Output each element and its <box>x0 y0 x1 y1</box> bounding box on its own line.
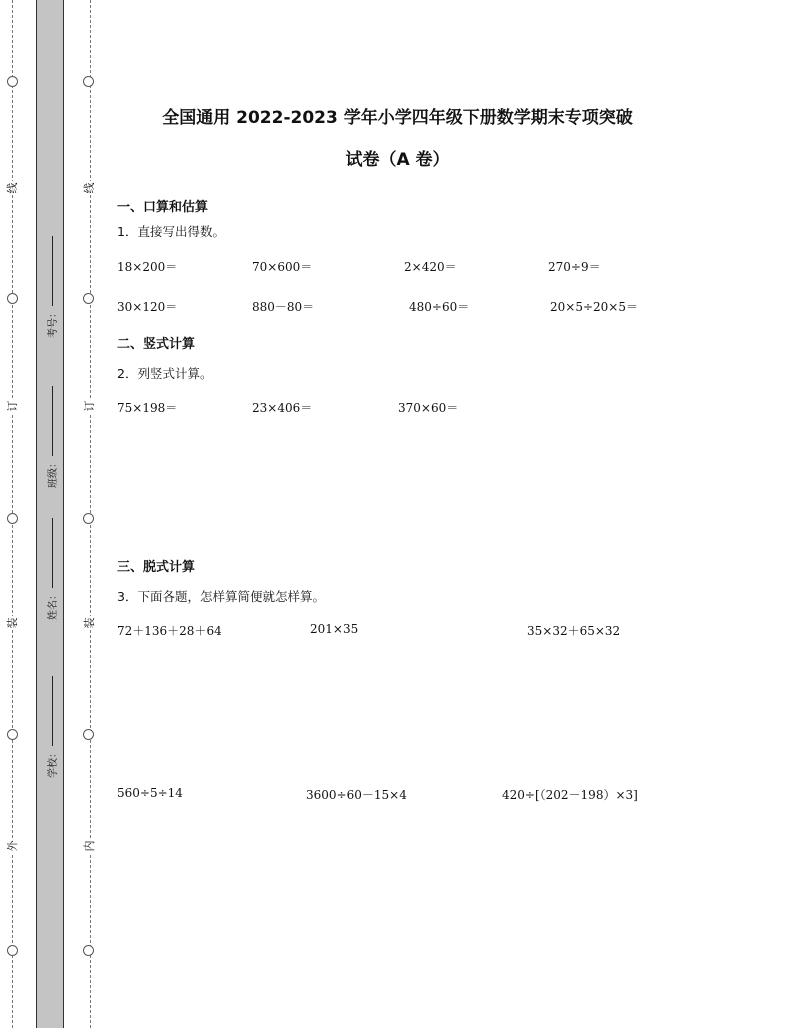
math-expression: 23×406＝ <box>252 401 313 415</box>
section-heading: 三、脱式计算 <box>117 560 196 575</box>
section-heading: 二、竖式计算 <box>117 337 196 352</box>
math-expression: 75×198＝ <box>117 401 178 415</box>
margin-char: 内 <box>83 840 96 852</box>
school-field[interactable] <box>44 676 59 778</box>
field-label: 班级： <box>48 458 59 488</box>
field-label: 姓名： <box>48 590 59 620</box>
math-expression: 201×35 <box>310 622 359 636</box>
math-expression: 560÷5÷14 <box>117 786 183 800</box>
margin-char: 装 <box>6 617 19 629</box>
hole-circle <box>7 513 18 524</box>
hole-circle <box>83 729 94 740</box>
hole-circle <box>83 76 94 87</box>
hole-circle <box>7 293 18 304</box>
hole-circle <box>83 513 94 524</box>
class-field[interactable] <box>44 386 59 488</box>
math-expression: 270÷9＝ <box>548 260 601 274</box>
math-expression: 18×200＝ <box>117 260 178 274</box>
section-heading: 一、口算和估算 <box>117 200 209 215</box>
exam-number-field[interactable] <box>44 236 59 338</box>
field-blank <box>51 518 53 588</box>
field-blank <box>51 236 53 306</box>
page-subtitle: 试卷（A 卷） <box>345 150 450 170</box>
math-expression: 20×5÷20×5＝ <box>550 300 638 314</box>
hole-circle <box>7 729 18 740</box>
math-expression: 370×60＝ <box>398 401 459 415</box>
hole-circle <box>83 293 94 304</box>
question-text: 3．下面各题，怎样算简便就怎样算。 <box>117 589 325 604</box>
binding-strip <box>36 0 64 1028</box>
math-expression: 70×600＝ <box>252 260 313 274</box>
margin-char: 线 <box>6 182 19 194</box>
hole-circle <box>83 945 94 956</box>
margin-char: 订 <box>6 400 19 412</box>
page-title: 全国通用 2022-2023 学年小学四年级下册数学期末专项突破 <box>162 108 633 128</box>
field-blank <box>51 386 53 456</box>
field-label: 学校： <box>48 748 59 778</box>
math-expression: 3600÷60－15×4 <box>306 788 407 802</box>
margin-char: 订 <box>83 400 96 412</box>
math-expression: 30×120＝ <box>117 300 178 314</box>
hole-circle <box>7 76 18 87</box>
margin-char: 外 <box>6 840 19 852</box>
field-label: 考号： <box>48 308 59 338</box>
name-field[interactable] <box>44 518 59 620</box>
math-expression: 35×32＋65×32 <box>527 624 621 638</box>
question-text: 2．列竖式计算。 <box>117 366 213 381</box>
question-text: 1．直接写出得数。 <box>117 224 225 239</box>
field-blank <box>51 676 53 746</box>
margin-char: 装 <box>83 617 96 629</box>
math-expression: 480÷60＝ <box>409 300 470 314</box>
hole-circle <box>7 945 18 956</box>
math-expression: 2×420＝ <box>404 260 457 274</box>
math-expression: 72＋136＋28＋64 <box>117 624 222 638</box>
margin-char: 线 <box>83 182 96 194</box>
math-expression: 420÷[（202－198）×3] <box>502 788 638 802</box>
math-expression: 880－80＝ <box>252 300 315 314</box>
